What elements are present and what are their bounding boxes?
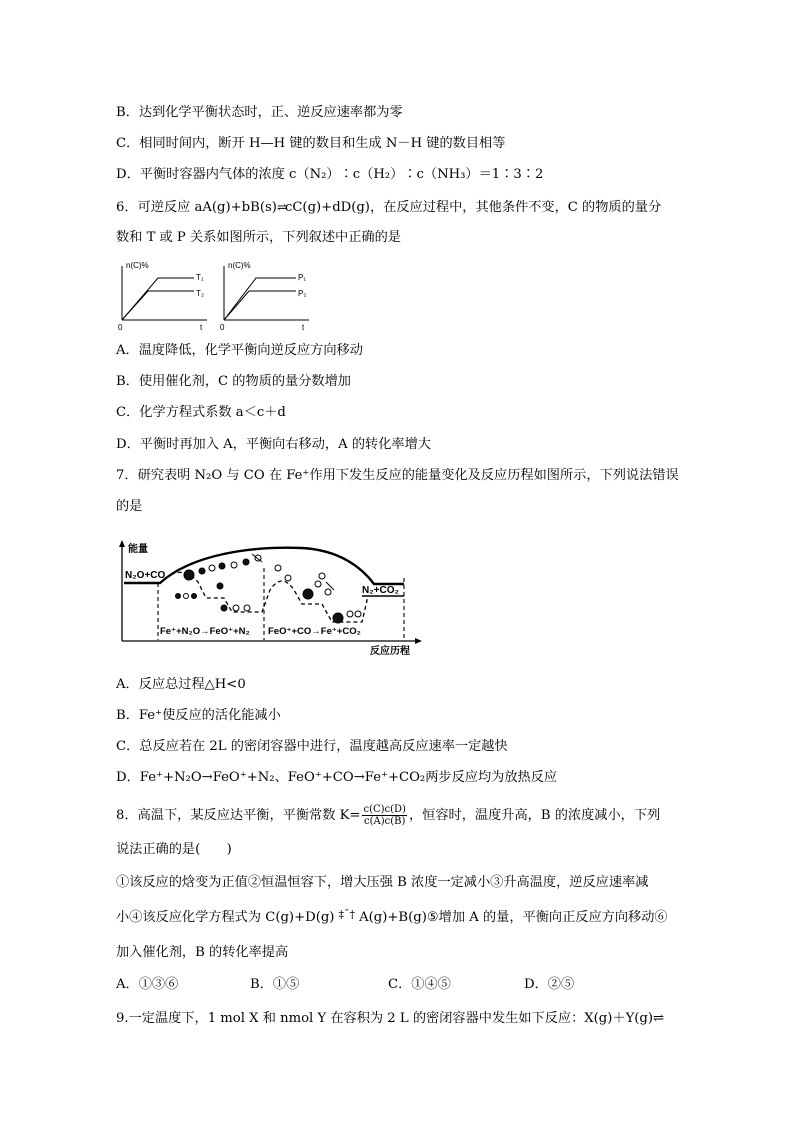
- q7-xlabel: 反应历程: [370, 646, 410, 657]
- q6-graph1-ylabel: n(C)%: [126, 261, 149, 270]
- q8-stem-line1: [116, 804, 660, 828]
- q9-stem-line1: 9.一定温度下，1 mol X 和 nmol Y 在容积为 2 L 的密闭容器中发生如下反应：X(g)＋Y(g)⇌: [116, 1011, 665, 1026]
- q6-option-c: C．化学方程式系数 a＜c＋d: [116, 405, 286, 420]
- q6-graph2-ylabel: n(C)%: [228, 261, 251, 270]
- q6-graph-temperature: [118, 261, 207, 332]
- q7-stem-line1: 7．研究表明 N₂O 与 CO 在 Fe⁺作用下发生反应的能量变化及反应历程如图所示，下列说法错误: [116, 468, 679, 483]
- q6-stem-part1: 6．可逆反应 aA(g)+bB(s): [116, 200, 277, 215]
- q8-stem-part1: 8．高温下，某反应达平衡，平衡常数 K=: [116, 808, 361, 823]
- q6-stem-part2: cC(g)+dD(g)，在反应过程中，其他条件不变，C 的物质的量分: [284, 200, 662, 215]
- q6-graph2-curve1: P₁: [298, 273, 307, 282]
- q7-step2-label: FeO⁺+CO→Fe⁺+CO₂: [268, 626, 361, 637]
- q7-right-species: N₂+CO₂: [362, 585, 399, 596]
- q7-option-b: B．Fe⁺使反应的活化能减小: [116, 708, 281, 723]
- q6-graph1-curve1: T₁: [196, 273, 204, 282]
- q6-graph2-origin: 0: [220, 323, 225, 332]
- fraction-numerator: c(C)c(D): [363, 804, 406, 815]
- q7-option-c: C．总反应若在 2L 的密闭容器中进行，温度越高反应速率一定越快: [116, 739, 508, 754]
- q6-option-d: D．平衡时再加入 A，平衡向右移动，A 的转化率增大: [116, 437, 431, 452]
- q6-option-a: A．温度降低，化学平衡向逆反应方向移动: [116, 343, 363, 358]
- q8-option-a: A．①③⑥: [116, 977, 179, 992]
- q7-energy-diagram: [112, 538, 428, 658]
- q6-graph1-origin: 0: [118, 323, 123, 332]
- q8-statement-part1: 小④该反应化学方程式为 C(g)+D(g): [116, 910, 335, 925]
- q5-option-d: D．平衡时容器内气体的浓度 c（N₂）∶c（H₂）∶c（NH₃）＝1∶3∶2: [116, 167, 544, 182]
- q8-statement-line3: 加入催化剂，B 的转化率提高: [116, 945, 289, 960]
- q6-graph-pressure: [220, 261, 309, 332]
- q7-option-d: D．Fe⁺+N₂O→FeO⁺+N₂、FeO⁺+CO→Fe⁺+CO₂两步反应均为放热反应: [116, 770, 558, 785]
- equilibrium-constant-fraction: [362, 804, 406, 827]
- q7-option-a: A．反应总过程△H<0: [116, 677, 246, 692]
- q5-option-c: C．相同时间内，断开 H—H 键的数目和生成 N－H 键的数目相等: [116, 136, 506, 151]
- garbled-arrow-icon: ‡˘†: [338, 908, 355, 921]
- q7-molecule-icons: [176, 554, 362, 623]
- q7-stem-line2: 的是: [116, 499, 143, 514]
- q6-graphs: [112, 258, 332, 334]
- q8-statement-line1: ①该反应的焓变为正值②恒温恒容下，增大压强 B 浓度一定减小③升高温度，逆反应速率减: [116, 875, 649, 890]
- q8-option-d: D．②⑤: [524, 977, 575, 992]
- q6-graph1-curve2: T₂: [196, 289, 204, 298]
- equilibrium-arrow-icon: ⇌: [276, 200, 285, 214]
- q8-stem-line2: 说法正确的是( ): [116, 842, 232, 857]
- q6-graph1-xlabel: t: [200, 323, 203, 332]
- q8-statement-line2: [116, 909, 668, 927]
- q5-option-b: B．达到化学平衡状态时，正、逆反应速率都为零: [116, 105, 403, 120]
- q8-option-b: B．①⑤: [250, 977, 300, 992]
- q6-option-b: B．使用催化剂，C 的物质的量分数增加: [116, 374, 351, 389]
- q7-left-species: N₂O+CO: [125, 570, 166, 581]
- q6-graph2-curve2: P₂: [298, 289, 307, 298]
- q8-option-c: C．①④⑤: [388, 977, 451, 992]
- q7-step1-label: Fe⁺+N₂O→FeO⁺+N₂: [160, 626, 250, 637]
- q8-statement-part2: A(g)+B(g)⑤增加 A 的量，平衡向正反应方向移动⑥: [354, 910, 668, 925]
- q7-ylabel: 能量: [128, 544, 148, 555]
- q8-stem-part2: ，恒容时，温度升高，B 的浓度减小，下列: [408, 808, 661, 823]
- q6-stem-line2: 数和 T 或 P 关系如图所示，下列叙述中正确的是: [116, 230, 401, 245]
- fraction-denominator: c(A)c(B): [364, 816, 406, 827]
- q6-stem-line1: [116, 198, 661, 217]
- q6-graph2-xlabel: t: [302, 323, 305, 332]
